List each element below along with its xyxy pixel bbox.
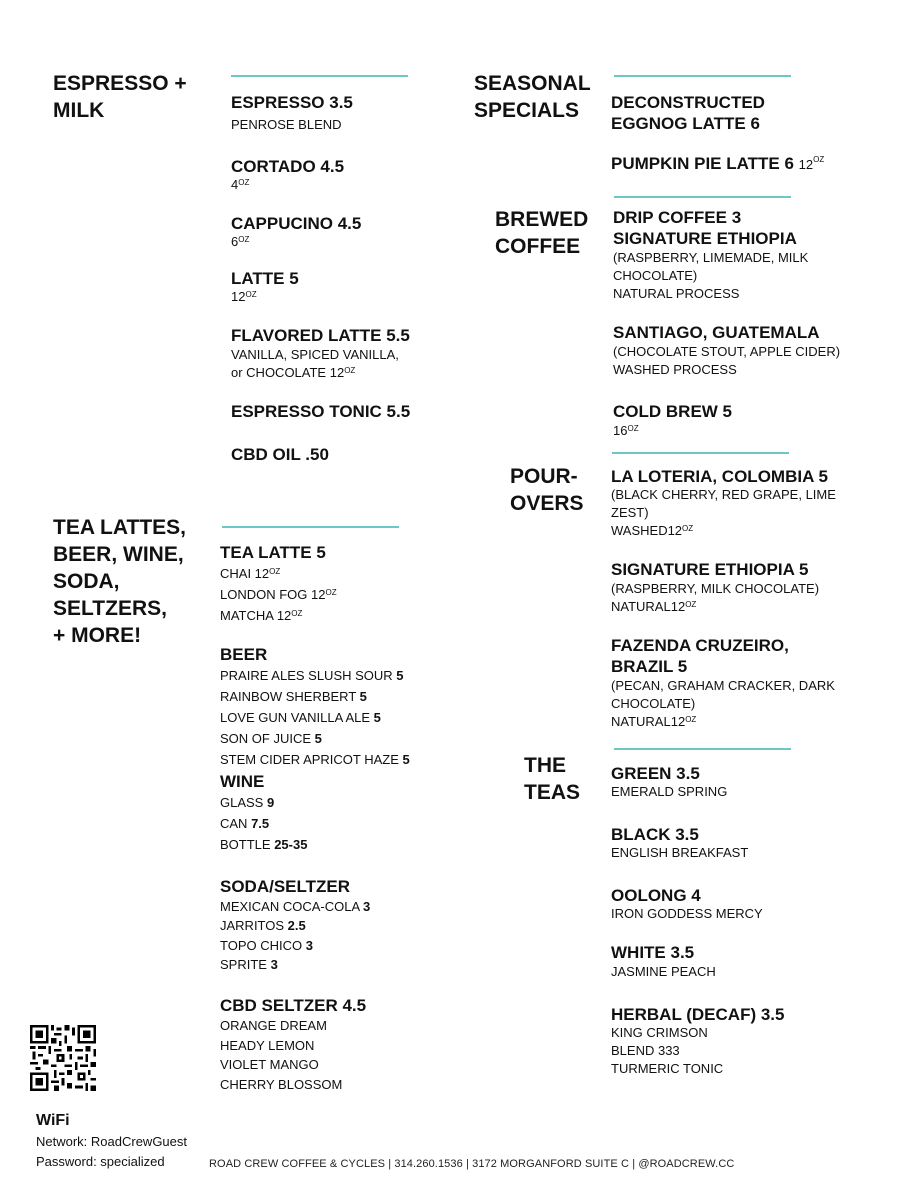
menu-item-drip-coffee: DRIP COFFEE 3 SIGNATURE ETHIOPIA: [613, 208, 797, 248]
section-title-espresso: ESPRESSO + MILK: [53, 72, 187, 122]
menu-item-cortado-size: $4^{OZ}$: [231, 177, 250, 192]
footer-contact: ROAD CREW COFFEE & CYCLES | 314.260.1536 | 3172 MORGANFORD SUITE C | @ROADCREW.CC: [209, 1158, 735, 1170]
wifi-network: Network: RoadCrewGuest: [36, 1134, 187, 1149]
wine-line: GLASS 9: [220, 795, 275, 810]
menu-item-signature-ethiopia: SIGNATURE ETHIOPIA 5: [611, 560, 809, 579]
qr-code-icon: [30, 1025, 96, 1091]
beer-line: SON OF JUICE 5: [220, 731, 322, 746]
divider-pourovers: [612, 452, 789, 454]
menu-item-eggnog-latte: DECONSTRUCTED EGGNOG LATTE 6: [611, 93, 765, 133]
beer-line: LOVE GUN VANILLA ALE 5: [220, 710, 381, 725]
section-title-brewed: BREWED COFFEE: [495, 208, 589, 258]
beer-line: RAINBOW SHERBERT 5: [220, 689, 367, 704]
menu-item-flavored-latte-desc1: VANILLA, SPICED VANILLA,: [231, 347, 399, 362]
menu-item-la-loteria: LA LOTERIA, COLOMBIA 5: [611, 467, 828, 486]
menu-item-la-loteria-desc: (BLACK CHERRY, RED GRAPE, LIME ZEST): [611, 487, 836, 520]
menu-heading-beer: BEER: [220, 645, 268, 664]
divider-brewed: [614, 196, 791, 198]
section-title-tea-lattes: TEA LATTES, BEER, WINE, SODA, SELTZERS, + MORE!: [53, 516, 186, 647]
menu-item-cappucino-size: $6^{OZ}$: [231, 234, 250, 249]
cbd-line: VIOLET MANGO: [220, 1057, 319, 1072]
menu-item-espresso-desc: PENROSE BLEND: [231, 117, 342, 132]
menu-item-latte: LATTE 5: [231, 269, 299, 288]
beer-line: PRAIRE ALES SLUSH SOUR 5: [220, 668, 404, 683]
beer-line: STEM CIDER APRICOT HAZE 5: [220, 752, 410, 767]
menu-item-tea-latte: TEA LATTE 5: [220, 543, 326, 562]
menu-item-herbal-tea-desc: KING CRIMSON BLEND 333 TURMERIC TONIC: [611, 1025, 724, 1076]
menu-item-signature-ethiopia-desc: (RASPBERRY, MILK CHOCOLATE): [611, 581, 820, 596]
soda-line: MEXICAN COCA-COLA 3: [220, 899, 371, 914]
wine-line: BOTTLE 25-35: [220, 837, 308, 852]
menu-item-black-tea: BLACK 3.5: [611, 825, 699, 844]
menu-item-black-tea-desc: ENGLISH BREAKFAST: [611, 845, 749, 860]
menu-item-espresso-tonic: ESPRESSO TONIC 5.5: [231, 402, 411, 421]
tea-latte-line: LONDON FOG $12^{OZ}$: [220, 587, 337, 602]
divider-espresso: [231, 75, 408, 77]
menu-item-drip-desc: (RASPBERRY, LIMEMADE, MILK CHOCOLATE) NATURAL PROCESS: [613, 250, 809, 301]
tea-latte-line: MATCHA $12^{OZ}$: [220, 608, 303, 623]
menu-item-fazenda-cruzeiro-desc: (PECAN, GRAHAM CRACKER, DARK CHOCOLATE): [611, 678, 835, 711]
menu-item-pumpkin-latte: PUMPKIN PIE LATTE 6 $12^{OZ}$: [611, 154, 825, 173]
section-title-teas: THE TEAS: [524, 754, 581, 804]
menu-item-cbd-oil: CBD OIL .50: [231, 445, 329, 464]
menu-item-signature-ethiopia-process: $NATURAL12^{OZ}$: [611, 599, 697, 614]
menu-item-white-tea-desc: JASMINE PEACH: [611, 964, 716, 979]
menu-item-santiago-desc: (CHOCOLATE STOUT, APPLE CIDER) WASHED PROCESS: [613, 344, 841, 377]
cbd-line: ORANGE DREAM: [220, 1018, 327, 1033]
menu-item-flavored-latte: FLAVORED LATTE 5.5: [231, 326, 410, 345]
menu-item-cold-brew-size: $16^{OZ}$: [613, 423, 639, 438]
menu-item-oolong-tea-desc: IRON GODDESS MERCY: [611, 906, 763, 921]
tea-latte-line: CHAI $12^{OZ}$: [220, 566, 281, 581]
menu-item-cappucino: CAPPUCINO 4.5: [231, 214, 362, 233]
menu-item-latte-size: $12^{OZ}$: [231, 289, 257, 304]
section-title-pourovers: POUR- OVERS: [510, 465, 584, 515]
menu-item-green-tea: GREEN 3.5: [611, 764, 700, 783]
menu-item-herbal-tea: HERBAL (DECAF) 3.5: [611, 1005, 785, 1024]
wifi-title: WiFi: [36, 1112, 70, 1129]
menu-item-fazenda-cruzeiro: FAZENDA CRUZEIRO, BRAZIL 5: [611, 636, 789, 676]
cbd-line: CHERRY BLOSSOM: [220, 1077, 343, 1092]
divider-tea-lattes: [222, 526, 399, 528]
menu-item-cortado: CORTADO 4.5: [231, 157, 345, 176]
soda-line: JARRITOS 2.5: [220, 918, 306, 933]
menu-item-santiago: SANTIAGO, GUATEMALA: [613, 323, 820, 342]
divider-seasonal: [614, 75, 791, 77]
section-title-seasonal: SEASONAL SPECIALS: [474, 72, 591, 122]
divider-teas: [614, 748, 791, 750]
cbd-line: HEADY LEMON: [220, 1038, 315, 1053]
menu-item-espresso: ESPRESSO 3.5: [231, 93, 353, 112]
menu-item-flavored-latte-desc2: or CHOCOLATE $12^{OZ}$: [231, 365, 356, 380]
menu-item-green-tea-desc: EMERALD SPRING: [611, 784, 728, 799]
menu-heading-wine: WINE: [220, 772, 265, 791]
menu-item-oolong-tea: OOLONG 4: [611, 886, 701, 905]
soda-line: SPRITE 3: [220, 957, 278, 972]
soda-line: TOPO CHICO 3: [220, 938, 313, 953]
menu-item-fazenda-cruzeiro-process: $NATURAL12^{OZ}$: [611, 714, 697, 729]
menu-heading-cbd-seltzer: CBD SELTZER 4.5: [220, 996, 367, 1015]
wifi-password: Password: specialized: [36, 1154, 165, 1169]
menu-item-white-tea: WHITE 3.5: [611, 943, 695, 962]
wine-line: CAN 7.5: [220, 816, 270, 831]
menu-item-la-loteria-process: $WASHED12^{OZ}$: [611, 523, 694, 538]
menu-item-cold-brew: COLD BREW 5: [613, 402, 732, 421]
menu-heading-soda: SODA/SELTZER: [220, 877, 351, 896]
